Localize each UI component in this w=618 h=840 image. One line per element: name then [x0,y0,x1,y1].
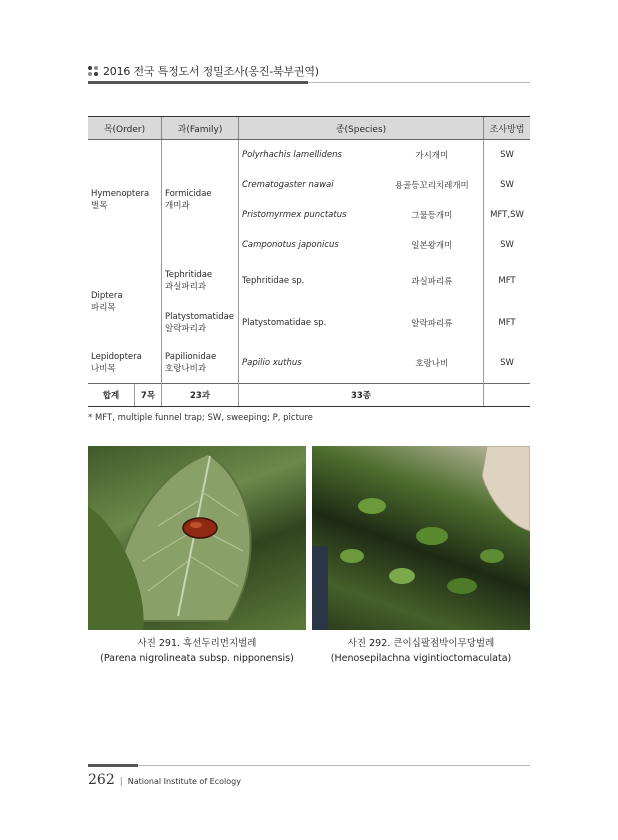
method-cell: MFT [484,302,531,344]
total-orders: 7목 [135,384,162,407]
table-row [88,344,530,384]
photo-beetle-on-leaf [88,446,306,630]
caption-title: 사진 292. 큰이십팔점박이무당벌레 [347,638,495,649]
species-sci: Camponotus japonicus [239,230,381,260]
species-sci: Papilio xuthus [239,344,381,384]
page-header [88,62,530,80]
total-row [88,384,530,407]
method-cell: SW [484,344,531,384]
method-cell: MFT [484,260,531,302]
species-ko: 과실파리류 [411,276,453,287]
species-ko: 가시개미 [415,150,449,161]
species-sci: Crematogaster nawai [239,170,381,200]
total-label: 합계 [88,384,135,407]
species-ko: 일본왕개미 [411,240,453,251]
page-number: 262 [88,772,115,788]
header-rule-accent [88,81,308,84]
bullet-squares-icon [88,66,98,76]
total-species: 33종 [239,384,484,407]
header-title: 2016 전국 특정도서 정밀조사(옹진-북부권역) [103,65,319,78]
foliage-illustration [312,446,530,630]
total-method [484,384,531,407]
family-cell: Papilionidae 호랑나비과 [162,344,239,384]
caption-scientific: (Parena nigrolineata subsp. nipponensis) [100,653,294,664]
photo-ladybird-foliage [312,446,530,630]
footer-organization: National Institute of Ecology [127,777,241,786]
species-sci: Pristomyrmex punctatus [239,200,381,230]
family-cell: Formicidae 개미과 [162,140,239,260]
order-cell: Diptera 파리목 [91,290,123,313]
method-cell: SW [484,230,531,260]
header-order: 목(Order) [88,117,162,140]
caption-scientific: (Henosepilachna vigintioctomaculata) [330,653,512,664]
table-header-row [88,117,530,140]
order-cell: Lepidoptera 나비목 [91,352,142,375]
table-row [88,260,530,302]
method-cell: SW [484,170,531,200]
species-ko: 그물등개미 [411,210,453,221]
order-cell: Hymenoptera 벌목 [91,188,150,211]
footer-separator: | [119,777,123,787]
photo-caption-right [312,636,530,666]
method-cell: MFT,SW [484,200,531,230]
footer-rule [88,765,530,766]
photo-caption-left [88,636,306,666]
species-ko: 용골등꼬리치레개미 [394,180,469,191]
header-species: 종(Species) [239,117,484,140]
species-ko: 호랑나비 [415,359,449,370]
footer-rule-accent [88,764,138,767]
species-sci: Platystomatidae sp. [239,302,381,344]
leaf-illustration [88,446,306,630]
total-families: 23과 [162,384,239,407]
footnote: * MFT, multiple funnel trap; SW, sweeping; P, picture [88,413,313,423]
species-sci: Polyrhachis lamellidens [239,140,381,170]
family-cell: Platystomatidae 알락파리과 [162,302,239,344]
method-cell: SW [484,140,531,170]
caption-title: 사진 291. 흑선두리먼지벌레 [137,638,257,649]
family-cell: Tephritidae 과실파리과 [162,260,239,302]
species-sci: Tephritidae sp. [239,260,381,302]
header-method: 조사방법 [484,117,531,140]
table-row [88,140,530,170]
header-family: 과(Family) [162,117,239,140]
page-footer [88,772,241,788]
species-table [88,116,530,407]
species-ko: 알락파리류 [411,318,453,329]
